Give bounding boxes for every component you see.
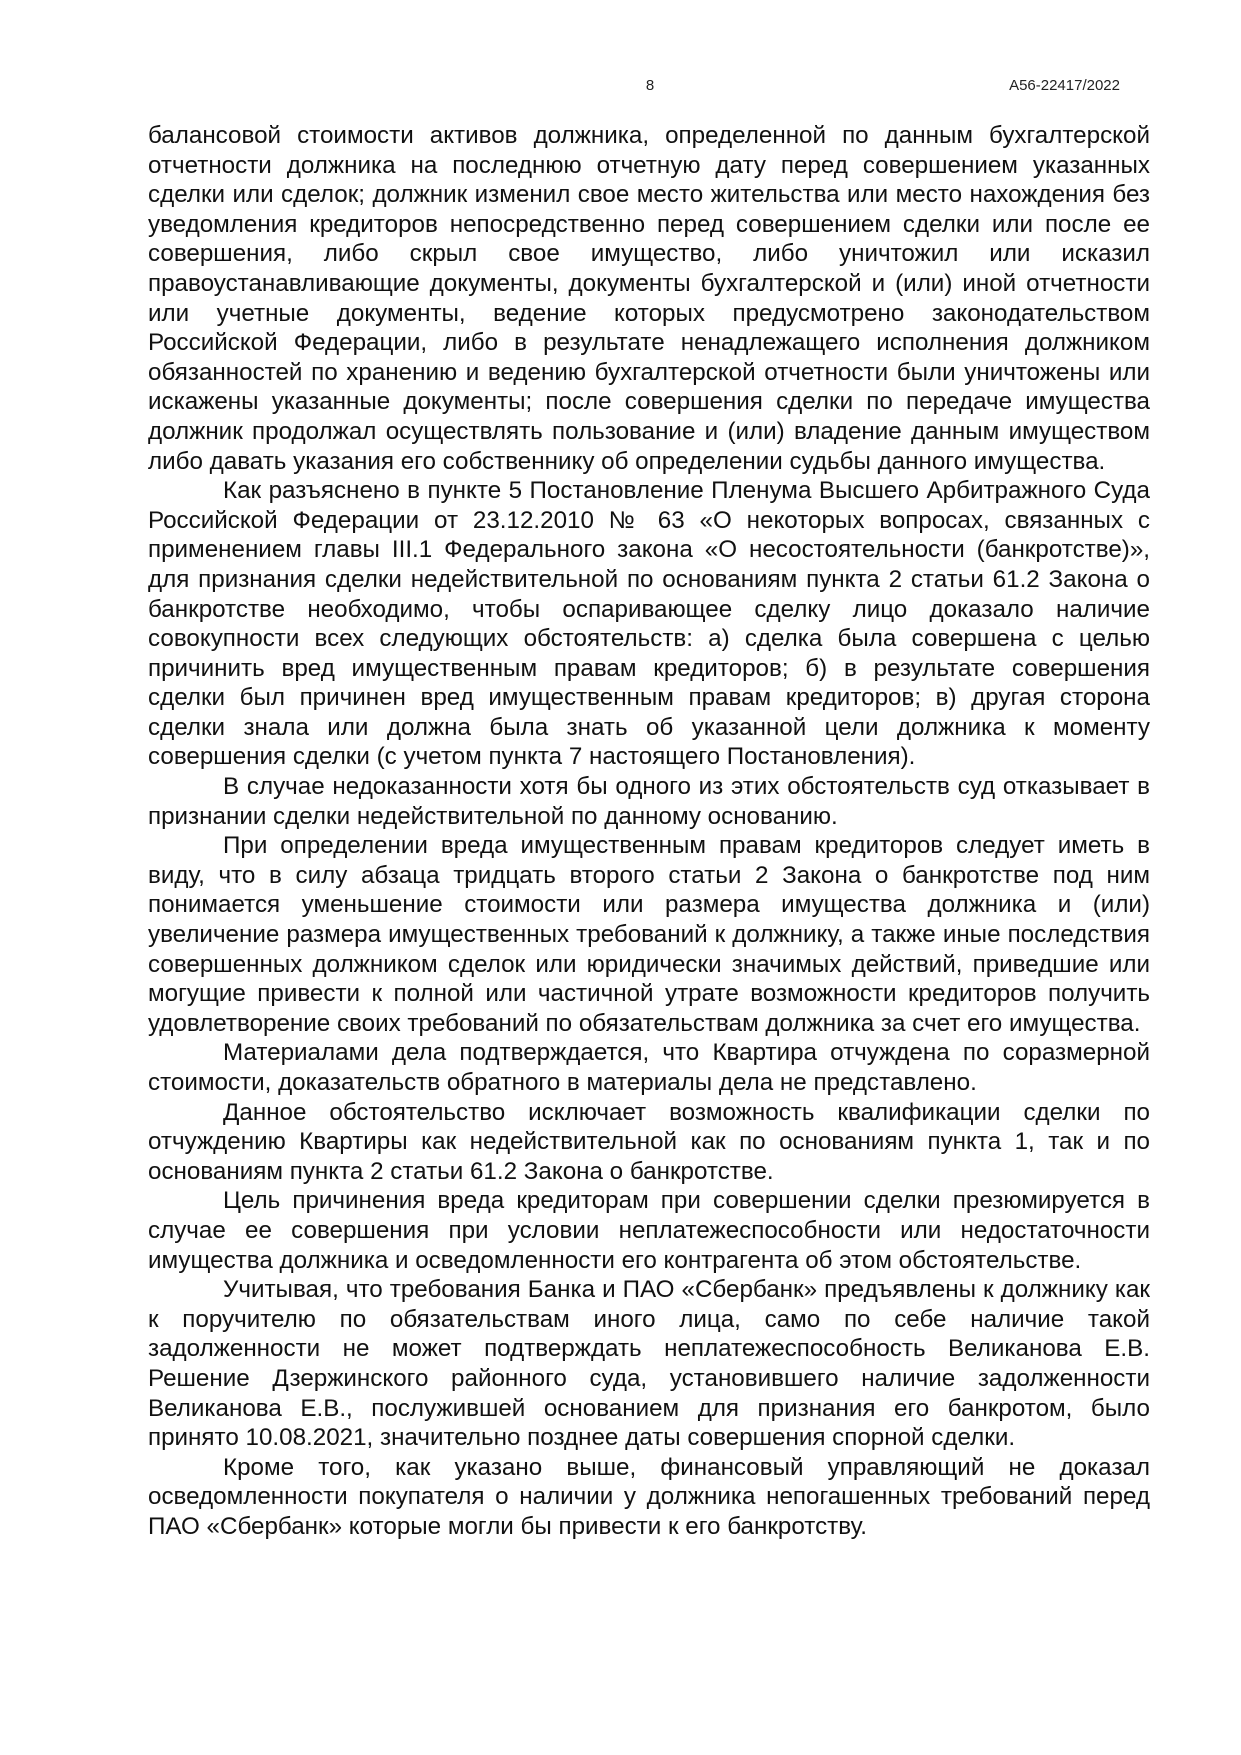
document-body xyxy=(148,121,1150,1542)
paragraph-2: Как разъяснено в пункте 5 Постановление Пленума Высшего Арбитражного Суда Российской Федерации от 23.12.2010 № 63 «О некоторых вопросах, связанных с применением главы III.1 Федерального закона «О несостоятельности (банкротстве)», для признания сделки недействительной по основаниям пункта 2 статьи 61.2 Закона о банкротстве необходимо, чтобы оспаривающее сделку лицо доказало наличие совокупности всех следующих обстоятельств: а) сделка была совершена с целью причинить вред имущественным правам кредиторов; б) в результате совершения сделки был причинен вред имущественным правам кредиторов; в) другая сторона сделки знала или должна была знать об указанной цели должника к моменту совершения сделки (с учетом пункта 7 настоящего Постановления). xyxy=(148,477,1150,771)
paragraph-8: Учитывая, что требования Банка и ПАО «Сбербанк» предъявлены к должнику как к поручителю по обязательствам иного лица, само по себе наличие такой задолженности не может подтверждать неплатежеспособность Великанова Е.В. Решение Дзержинского районного суда, установившего наличие задолженности Великанова Е.В., послужившей основанием для признания его банкротом, было принято 10.08.2021, значительно позднее даты совершения спорной сделки. xyxy=(148,1276,1150,1452)
case-number: А56-22417/2022 xyxy=(1009,77,1120,94)
paragraph-1: балансовой стоимости активов должника, определенной по данным бухгалтерской отчетности должника на последнюю отчетную дату перед совершением указанных сделки или сделок; должник изменил свое место жительства или место нахождения без уведомления кредиторов непосредственно перед совершением сделки или после ее совершения, либо скрыл свое имущество, либо уничтожил или исказил правоустанавливающие документы, документы бухгалтерской и (или) иной отчетности или учетные документы, ведение которых предусмотрено законодательством Российской Федерации, либо в результате ненадлежащего исполнения должником обязанностей по хранению и ведению бухгалтерской отчетности были уничтожены или искажены указанные документы; после совершения сделки по передаче имущества должник продолжал осуществлять пользование и (или) владение данным имуществом либо давать указания его собственнику об определении судьбы данного имущества. xyxy=(148,122,1150,475)
paragraph-3: В случае недоказанности хотя бы одного из этих обстоятельств суд отказывает в признании сделки недействительной по данному основанию. xyxy=(148,773,1150,830)
paragraph-4: При определении вреда имущественным правам кредиторов следует иметь в виду, что в силу абзаца тридцать второго статьи 2 Закона о банкротстве под ним понимается уменьшение стоимости или размера имущества должника и (или) увеличение размера имущественных требований к должнику, а также иные последствия совершенных должником сделок или юридически значимых действий, приведшие или могущие привести к полной или частичной утрате возможности кредиторов получить удовлетворение своих требований по обязательствам должника за счет его имущества. xyxy=(148,832,1150,1037)
paragraph-5: Материалами дела подтверждается, что Квартира отчуждена по соразмерной стоимости, доказательств обратного в материалы дела не представлено. xyxy=(148,1039,1150,1096)
paragraph-6: Данное обстоятельство исключает возможность квалификации сделки по отчуждению Квартиры как недействительной как по основаниям пункта 1, так и по основаниям пункта 2 статьи 61.2 Закона о банкротстве. xyxy=(148,1098,1150,1185)
paragraph-9: Кроме того, как указано выше, финансовый управляющий не доказал осведомленности покупателя о наличии у должника непогашенных требований перед ПАО «Сбербанк» которые могли бы привести к его банкротству. xyxy=(148,1453,1150,1540)
page-number: 8 xyxy=(645,77,655,94)
paragraph-7: Цель причинения вреда кредиторам при совершении сделки презюмируется в случае ее совершения при условии неплатежеспособности или недостаточности имущества должника и осведомленности его контрагента об этом обстоятельстве. xyxy=(148,1187,1150,1274)
